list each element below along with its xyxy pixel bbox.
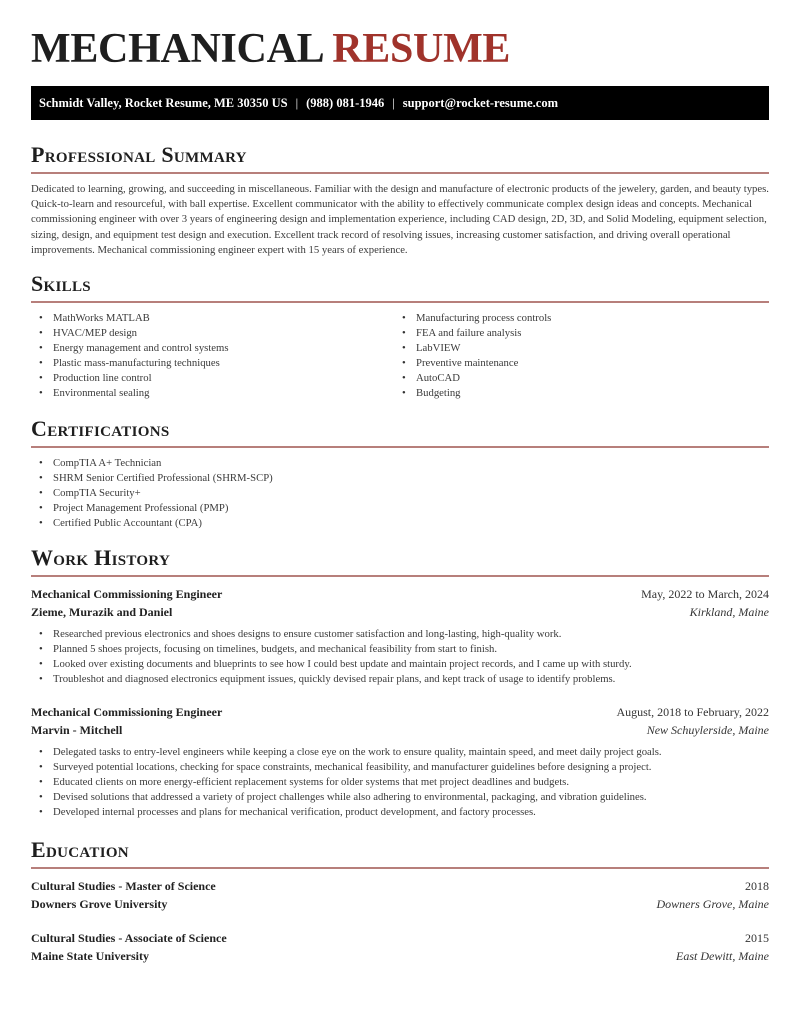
skill-item: • HVAC/MEP design: [31, 326, 394, 341]
job-bullet: • Surveyed potential locations, checking for space constraints, mechanical feasibility, and manufacturer guidelines before designing a project.: [31, 760, 769, 775]
title-part-1: MECHANICAL: [31, 26, 323, 72]
section-heading: Education: [31, 837, 129, 862]
job-header: [31, 703, 769, 721]
contact-separator: |: [295, 95, 299, 110]
job-bullets: [31, 627, 769, 687]
skills-grid: [31, 303, 769, 401]
certifications-list: [31, 456, 769, 531]
skill-item: • Energy management and control systems: [31, 341, 394, 356]
education-location: East Dewitt, Maine: [676, 949, 769, 963]
skills-section: [31, 271, 769, 401]
job-bullet: • Looked over existing documents and blueprints to see how I could best update and maintain project records, and I came up with sturdy.: [31, 657, 769, 672]
job-subheader: [31, 603, 769, 621]
certification-item: • CompTIA A+ Technician: [31, 456, 769, 471]
job-title: Mechanical Commissioning Engineer: [31, 587, 223, 601]
job-header: [31, 585, 769, 603]
skill-item: • Production line control: [31, 371, 394, 386]
skill-item: • LabVIEW: [394, 341, 757, 356]
section-heading: Certifications: [31, 416, 170, 441]
skill-item: • FEA and failure analysis: [394, 326, 757, 341]
education-header: [31, 877, 769, 895]
job-bullets: [31, 745, 769, 820]
education-header: [31, 929, 769, 947]
education-school: Downers Grove University: [31, 897, 168, 911]
job-dates: August, 2018 to February, 2022: [616, 705, 769, 719]
job-location: New Schuylerside, Maine: [646, 723, 769, 737]
skill-item: • MathWorks MATLAB: [31, 311, 394, 326]
section-heading: Skills: [31, 271, 91, 296]
skill-item: • Plastic mass-manufacturing techniques: [31, 356, 394, 371]
education-section: [31, 837, 769, 965]
job-bullet: • Educated clients on more energy-efficient replacement systems for older systems that met project deadlines and budgets.: [31, 775, 769, 790]
job-bullet: • Troubleshot and diagnosed electronics equipment issues, quickly devised repair plans, and kept track of usage to identify problems.: [31, 672, 769, 687]
skills-list-right: [394, 311, 757, 401]
job-subheader: [31, 721, 769, 739]
skill-item: • Preventive maintenance: [394, 356, 757, 371]
section-divider: [31, 446, 769, 448]
education-year: 2015: [745, 931, 769, 945]
contact-phone[interactable]: (988) 081-1946: [306, 95, 385, 110]
section-heading: Work History: [31, 545, 171, 570]
education-degree: Cultural Studies - Master of Science: [31, 879, 216, 893]
education-year: 2018: [745, 879, 769, 893]
education-location: Downers Grove, Maine: [656, 897, 769, 911]
contact-bar: [31, 86, 769, 120]
job-title: Mechanical Commissioning Engineer: [31, 705, 223, 719]
contact-separator: |: [392, 95, 395, 110]
job-company: Zieme, Murazik and Daniel: [31, 605, 173, 619]
work-history-section: [31, 545, 769, 820]
certification-item: • CompTIA Security+: [31, 486, 769, 501]
section-heading: Professional Summary: [31, 142, 247, 167]
professional-summary-section: [31, 142, 769, 258]
job-location: Kirkland, Maine: [689, 605, 769, 619]
job-entry: [31, 703, 769, 820]
education-school: Maine State University: [31, 949, 149, 963]
certification-item: • SHRM Senior Certified Professional (SHRM-SCP): [31, 471, 769, 486]
education-subheader: [31, 895, 769, 913]
education-entry: [31, 929, 769, 965]
resume-title: [31, 28, 510, 70]
job-bullet: • Researched previous electronics and shoes designs to ensure customer satisfaction and long-lasting, high-quality work.: [31, 627, 769, 642]
skill-item: • Budgeting: [394, 386, 757, 401]
job-bullet: • Developed internal processes and plans for mechanical verification, product development, and factory processes.: [31, 805, 769, 820]
certifications-section: [31, 416, 769, 531]
job-dates: May, 2022 to March, 2024: [641, 587, 769, 601]
job-bullet: • Planned 5 shoes projects, focusing on timelines, budgets, and mechanical feasibility from start to finish.: [31, 642, 769, 657]
job-entry: [31, 585, 769, 687]
certification-item: • Certified Public Accountant (CPA): [31, 516, 769, 531]
job-company: Marvin - Mitchell: [31, 723, 123, 737]
contact-address: Schmidt Valley, Rocket Resume, ME 30350 US: [39, 95, 288, 110]
skill-item: • AutoCAD: [394, 371, 757, 386]
skill-item: • Environmental sealing: [31, 386, 394, 401]
section-divider: [31, 575, 769, 577]
education-subheader: [31, 947, 769, 965]
title-part-2: RESUME: [332, 26, 511, 72]
section-divider: [31, 172, 769, 174]
education-degree: Cultural Studies - Associate of Science: [31, 931, 227, 945]
summary-text: Dedicated to learning, growing, and succeeding in miscellaneous. Familiar with the design and manufacture of electronic products of the jewelery, garden, and beauty types. Quick-to-learn and resourceful, with ball expertise. Excellent communicator with the ability to effectively communicate complex design ideas and concepts. Mechanical commissioning engineer with over 3 years of engineering design and implementation experience, including CAD design, 2D, 3D, and Solid Modeling, equipment selection, sizing, design, and equipment test design and execution. Excellent track record of resolving issues, increasing customer satisfaction, and driving overall operational improvements. Mechanical commissioning engineer expert with 15 years of experience.: [31, 183, 769, 256]
contact-email[interactable]: support@rocket-resume.com: [402, 95, 559, 110]
section-divider: [31, 867, 769, 869]
skill-item: • Manufacturing process controls: [394, 311, 757, 326]
education-entry: [31, 877, 769, 913]
certification-item: • Project Management Professional (PMP): [31, 501, 769, 516]
skills-list-left: [31, 311, 394, 401]
job-bullet: • Delegated tasks to entry-level engineers while keeping a close eye on the work to ensure quality, maintain speed, and meet daily project goals.: [31, 745, 769, 760]
job-bullet: • Devised solutions that addressed a variety of project challenges while also adhering to environmental, packaging, and vibration guidelines.: [31, 790, 769, 805]
